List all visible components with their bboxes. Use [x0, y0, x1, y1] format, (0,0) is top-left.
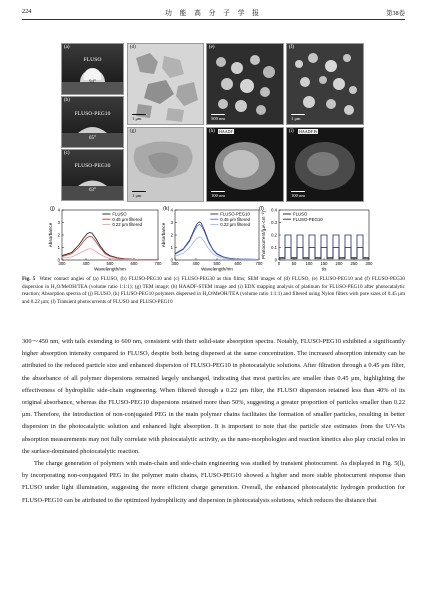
y-axis-label: Absorbance: [48, 222, 53, 248]
y-tick-label: 0.2: [271, 232, 277, 238]
x-tick-label: 250: [350, 261, 358, 266]
series-line: [175, 237, 259, 260]
y-tick-label: 1: [170, 245, 173, 250]
scale-bar: [132, 191, 146, 198]
panel-label: (i): [289, 129, 294, 134]
scale-bar: [291, 191, 305, 198]
contact-angle: 65°: [89, 136, 96, 141]
series-line: [175, 222, 259, 260]
series-line: [175, 224, 259, 259]
x-tick-label: 500: [213, 261, 221, 266]
chart-l-photocurrent: [257, 204, 375, 274]
scale-bar-label: 1 μm: [132, 116, 142, 121]
contact-angle: 63°: [89, 188, 96, 193]
figure-caption: [22, 276, 405, 306]
panel-label: (g): [130, 129, 136, 134]
scale-bar: [211, 191, 225, 198]
y-tick-label: 3: [57, 220, 60, 225]
sample-name: FLUSO-PEG10: [74, 111, 111, 117]
scale-bar-label: 500 nm: [211, 116, 225, 121]
scale-bar: [132, 114, 146, 121]
y-axis-label: Absorbance: [161, 222, 166, 248]
y-tick-label: 2: [170, 232, 173, 238]
x-tick-label: 50: [291, 261, 297, 266]
x-axis-label: Wavelength/nm: [94, 266, 126, 272]
series-line: [279, 248, 369, 259]
panel-label: (b): [64, 98, 70, 103]
scale-bar-label: 1 μm: [132, 193, 142, 198]
paragraph: The charge generation of polymers with main-chain and side-chain engineering was studied by transient photocurrent. As displayed in Fig. 5(l), by incorporating non-conjugated PEG in the polymer main chains, FLUSO-PEG10 showed a higher and more stable photocurrent response than FLUSO under light illumination, suggesting the more efficient charge generation. Overall, the enhanced photocatalytic hydrogen production for FLUSO-PEG10 can be attributed to the optimized hydrophilicity and dispersion in photocatalysis solutions, which reduces the distance that: [22, 460, 405, 504]
journal-title: 功 能 高 分 子 学 报: [165, 10, 262, 17]
caption-text: Water contact angles of (a) FLUSO, (b) FLUSO-PEG10 and (c) FLUSO-PEG30 as thin films; SEM images of (d) FLUSO, (e) FLUSO-PEG10 and (f) FLUSO-PEG30 dispersion in H₂O/MeOH/TEA (volume ratio 1∶1∶1); (g) TEM image; (h) HAADF-STEM image and (i) EDX mapping analysis of platinum for FLUSO-PEG10 after photocatalytic reaction; Absorption spectra of (j) FLUSO, (k) FLUSO-PEG10 polymers dispersed in H₂O/MeOH/TEA (volume ratio 1∶1∶1) and filtered using Nylon filters with pore sizes of 0.45 μm and 0.22 μm; (l) Transient photocurrents of FLUSO and FLUSO-PEG10: [22, 276, 405, 305]
panel-b-contact-angle: [61, 96, 124, 148]
y-axis-label: Photocurrent/(μA·cm⁻²): [261, 211, 266, 259]
scale-bar-label: 1 μm: [291, 116, 301, 121]
sem-particles: [287, 44, 363, 124]
contact-angle: 94°: [89, 80, 96, 85]
legend-label: FLUSO: [293, 211, 308, 217]
x-tick-label: 150: [320, 261, 328, 266]
y-tick-label: 4: [170, 207, 173, 213]
series-line: [62, 249, 158, 260]
panel-c-contact-angle: [61, 149, 124, 201]
x-tick-label: 300: [58, 261, 66, 266]
volume-label: 第38卷: [386, 10, 405, 17]
y-tick-label: 0: [57, 257, 60, 263]
legend-label: 0.22 μm filtered: [220, 222, 250, 227]
y-tick-label: 1: [57, 245, 60, 250]
chart-j-absorption: [48, 204, 168, 274]
panel-label: (c): [64, 151, 70, 156]
y-tick-label: 0.4: [271, 207, 277, 213]
legend-label: 0.45 μm filtered: [112, 216, 143, 222]
page-number: 224: [22, 8, 32, 15]
y-tick-label: 0.3: [271, 220, 277, 225]
legend-label: 0.22 μm filtered: [112, 222, 143, 227]
scale-bar: [291, 114, 305, 121]
panel-label: (a): [64, 45, 70, 50]
sample-name: FLUSO: [83, 57, 102, 63]
sem-particles: [207, 44, 283, 124]
x-tick-label: 100: [305, 261, 313, 266]
x-tick-label: 600: [234, 261, 242, 266]
panel-a-contact-angle: [61, 43, 124, 95]
figure-label: Fig. 5: [22, 276, 36, 282]
chart-panel-label: (j): [50, 206, 55, 212]
panel-f-sem-image: [286, 43, 364, 125]
panel-i-edx-map: [286, 127, 364, 202]
x-tick-label: 500: [106, 261, 114, 266]
body-text: [22, 336, 405, 507]
scale-bar-label: 100 nm: [291, 193, 305, 198]
panel-label: (h): [209, 129, 215, 134]
x-axis-label: Wavelength/nm: [201, 266, 233, 272]
x-tick-label: 200: [335, 261, 343, 266]
haadf-tag: HAADF: [219, 129, 233, 134]
series-line: [279, 235, 369, 258]
legend-label: FLUSO-PEG10: [293, 216, 323, 222]
y-tick-label: 3: [170, 220, 173, 225]
scale-bar: [211, 114, 225, 121]
x-tick-label: 300: [365, 261, 373, 266]
x-tick-label: 400: [82, 261, 90, 266]
panel-label: (f): [289, 45, 294, 50]
legend-label: FLUSO: [112, 211, 127, 217]
edx-tag: HAADF Pt: [299, 129, 318, 134]
panel-label: (d): [130, 45, 136, 50]
y-tick-label: 2: [57, 232, 60, 238]
plot-frame: [62, 210, 158, 260]
x-tick-label: 400: [192, 261, 200, 266]
x-axis-label: t/s: [321, 266, 327, 272]
y-tick-label: 0.1: [271, 245, 277, 250]
panel-g-tem-image: [127, 127, 204, 202]
y-tick-label: 0: [170, 257, 173, 263]
panel-d-sem-image: [127, 43, 204, 125]
panel-label: (e): [209, 45, 215, 50]
x-tick-label: 300: [171, 261, 179, 266]
legend-label: 0.45 μm filtered: [220, 216, 250, 222]
y-tick-label: 4: [57, 207, 60, 213]
x-tick-label: 600: [130, 261, 138, 266]
water-droplet-icon: [62, 44, 123, 94]
chart-panel-label: (l): [259, 206, 264, 212]
sem-particles: [128, 44, 203, 124]
paragraph: 300～450 nm, with tails extending to 600 nm, consistent with their solid-state absorption spectra. Notably, FLUSO-PEG10 exhibited a significantly higher absorption intensity compared to FLUSO, despite both being dispersed at the same concentration. The increased absorption intensity can be attributed to the reduced particle size and enhanced dispersion of FLUSO-PEG10 in photocatalytic solutions. After filtration through a 0.45 μm filter, the absorbance of all polymer dispersions remained largely unchanged, indicating that most particles are smaller than 0.45 μm, highlighting the effectiveness of hydrophilic side-chain engineering. When filtered through a 0.22 μm filter, the FLUSO dispersion retained less than 40% of its original absorbance, whereas the FLUSO-PEG10 dispersions retained more than 50%, suggesting a greater proportion of particles smaller than 0.22 μm. Therefore, the introduction of non-conjugated PEG in the main polymer chains facilitates the formation of smaller particles, resulting in better dispersion in the photocatalytic solution and enhanced light absorption. It is important to note that the particle size estimates from the UV-Vis absorption measurements may not fully correlate with photocatalytic activity, as the nano-morphologies and reaction kinetics also play crucial roles in the surface-dominated photocatalytic reaction.: [22, 338, 405, 455]
y-tick-label: 0: [274, 257, 277, 263]
x-tick-label: 700: [154, 261, 162, 266]
legend-label: FLUSO-PEG10: [220, 211, 250, 217]
scale-bar-label: 100 nm: [211, 193, 225, 198]
panel-e-sem-image: [206, 43, 284, 125]
x-tick-label: 700: [255, 261, 263, 266]
x-tick-label: 0: [277, 261, 281, 266]
sample-name: FLUSO-PEG30: [74, 163, 111, 169]
panel-h-haadf-image: [206, 127, 284, 202]
series-line: [62, 233, 158, 260]
chart-panel-label: (k): [163, 206, 170, 212]
header-rule: [22, 19, 405, 20]
